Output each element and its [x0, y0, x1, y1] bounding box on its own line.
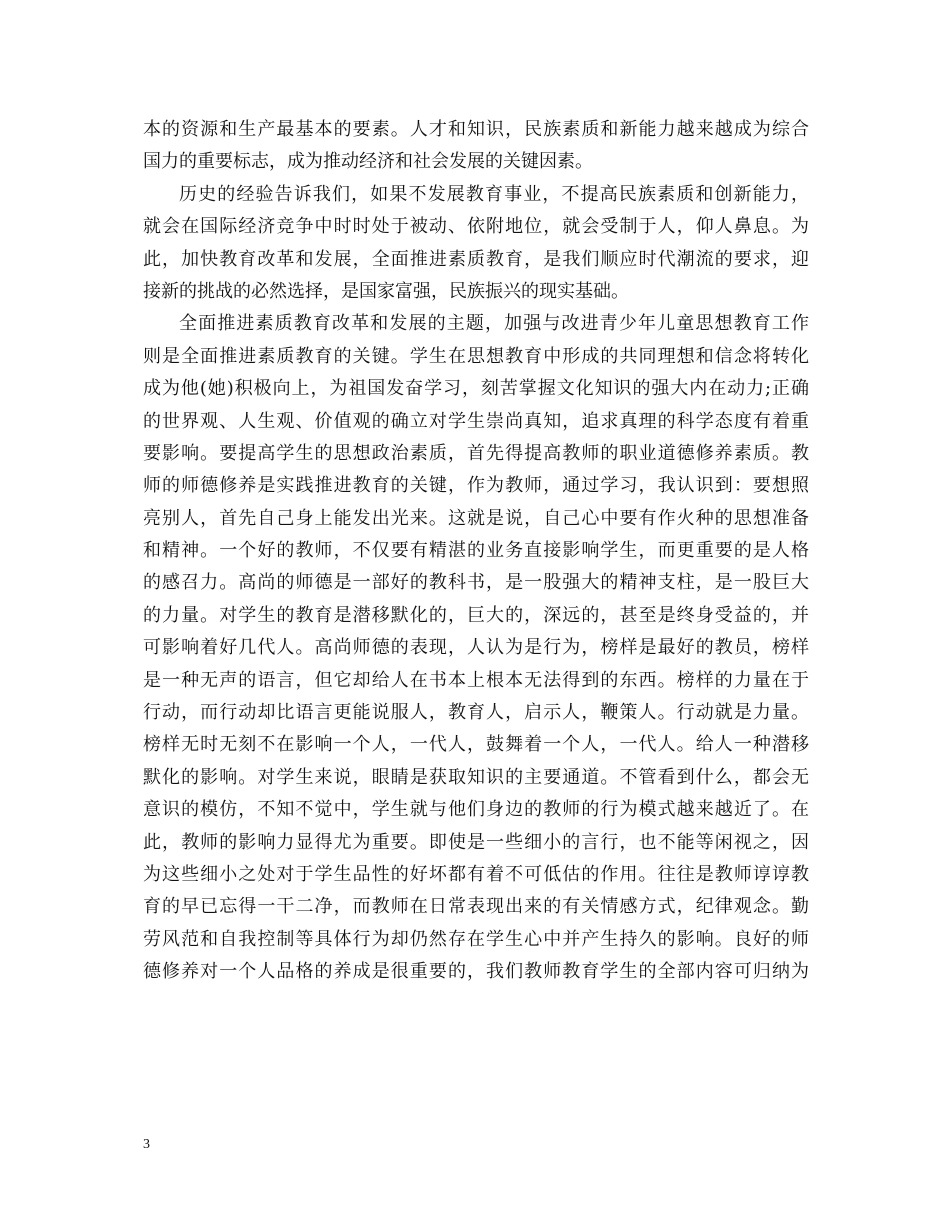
text-line: 就会在国际经济竞争中时时处于被动、依附地位，就会受制于人，仰人鼻息。为: [143, 216, 809, 238]
text-line: 榜样无时无刻不在影响一个人，一代人，鼓舞着一个人，一代人。给人一种潜移: [143, 734, 809, 756]
text-line: 此，教师的影响力显得尤为重要。即使是一些细小的言行，也不能等闲视之，因: [143, 831, 809, 853]
text-line: 成为他(她)积极向上，为祖国发奋学习，刻苦掌握文化知识的强大内在动力;正确: [143, 378, 809, 400]
text-line: 要影响。要提高学生的思想政治素质，首先得提高教师的职业道德修养素质。教: [143, 442, 809, 464]
text-line: 接新的挑战的必然选择，是国家富强，民族振兴的现实基础。: [143, 280, 629, 302]
text-line: 默化的影响。对学生来说，眼睛是获取知识的主要通道。不管看到什么，都会无: [143, 766, 809, 788]
text-line: 行动，而行动却比语言更能说服人，教育人，启示人，鞭策人。行动就是力量。: [143, 702, 809, 724]
text-line: 意识的模仿，不知不觉中，学生就与他们身边的教师的行为模式越来越近了。在: [143, 799, 809, 821]
text-line: 则是全面推进素质教育的关键。学生在思想教育中形成的共同理想和信念将转化: [143, 345, 809, 367]
text-line: 此，加快教育改革和发展，全面推进素质教育，是我们顺应时代潮流的要求，迎: [143, 248, 809, 270]
text-line: 的力量。对学生的教育是潜移默化的，巨大的，深远的，甚至是终身受益的，并: [143, 604, 809, 626]
text-line: 全面推进素质教育改革和发展的主题，加强与改进青少年儿童思想教育工作: [179, 313, 809, 335]
text-line: 国力的重要标志，成为推动经济和社会发展的关键因素。: [143, 151, 593, 173]
page-number: 3: [143, 1137, 150, 1152]
text-line: 可影响着好几代人。高尚师德的表现，人认为是行为，榜样是最好的教员，榜样: [143, 637, 809, 659]
text-line: 劳风范和自我控制等具体行为却仍然存在学生心中并产生持久的影响。良好的师: [143, 928, 809, 950]
text-line: 本的资源和生产最基本的要素。人才和知识，民族素质和新能力越来越成为综合: [143, 119, 809, 140]
text-line: 德修养对一个人品格的养成是很重要的，我们教师教育学生的全部内容可归纳为: [143, 961, 809, 983]
text-line: 为这些细小之处对于学生品性的好坏都有着不可低估的作用。往往是教师谆谆教: [143, 863, 809, 885]
text-line: 亮别人，首先自己身上能发出光来。这就是说，自己心中要有作火种的思想准备: [143, 507, 809, 529]
text-line: 的感召力。高尚的师德是一部好的教科书，是一股强大的精神支柱，是一股巨大: [143, 572, 809, 594]
text-line: 师的师德修养是实践推进教育的关键，作为教师，通过学习，我认识到：要想照: [143, 475, 809, 497]
text-line: 是一种无声的语言，但它却给人在书本上根本无法得到的东西。榜样的力量在于: [143, 669, 809, 691]
text-line: 历史的经验告诉我们，如果不发展教育事业，不提高民族素质和创新能力，: [179, 183, 809, 205]
text-line: 的世界观、人生观、价值观的确立对学生崇尚真知，追求真理的科学态度有着重: [143, 410, 809, 432]
body-text: [143, 114, 809, 989]
text-line: 育的早已忘得一干二净，而教师在日常表现出来的有关情感方式，纪律观念。勤: [143, 896, 809, 918]
text-line: 和精神。一个好的教师，不仅要有精湛的业务直接影响学生，而更重要的是人格: [143, 540, 809, 562]
